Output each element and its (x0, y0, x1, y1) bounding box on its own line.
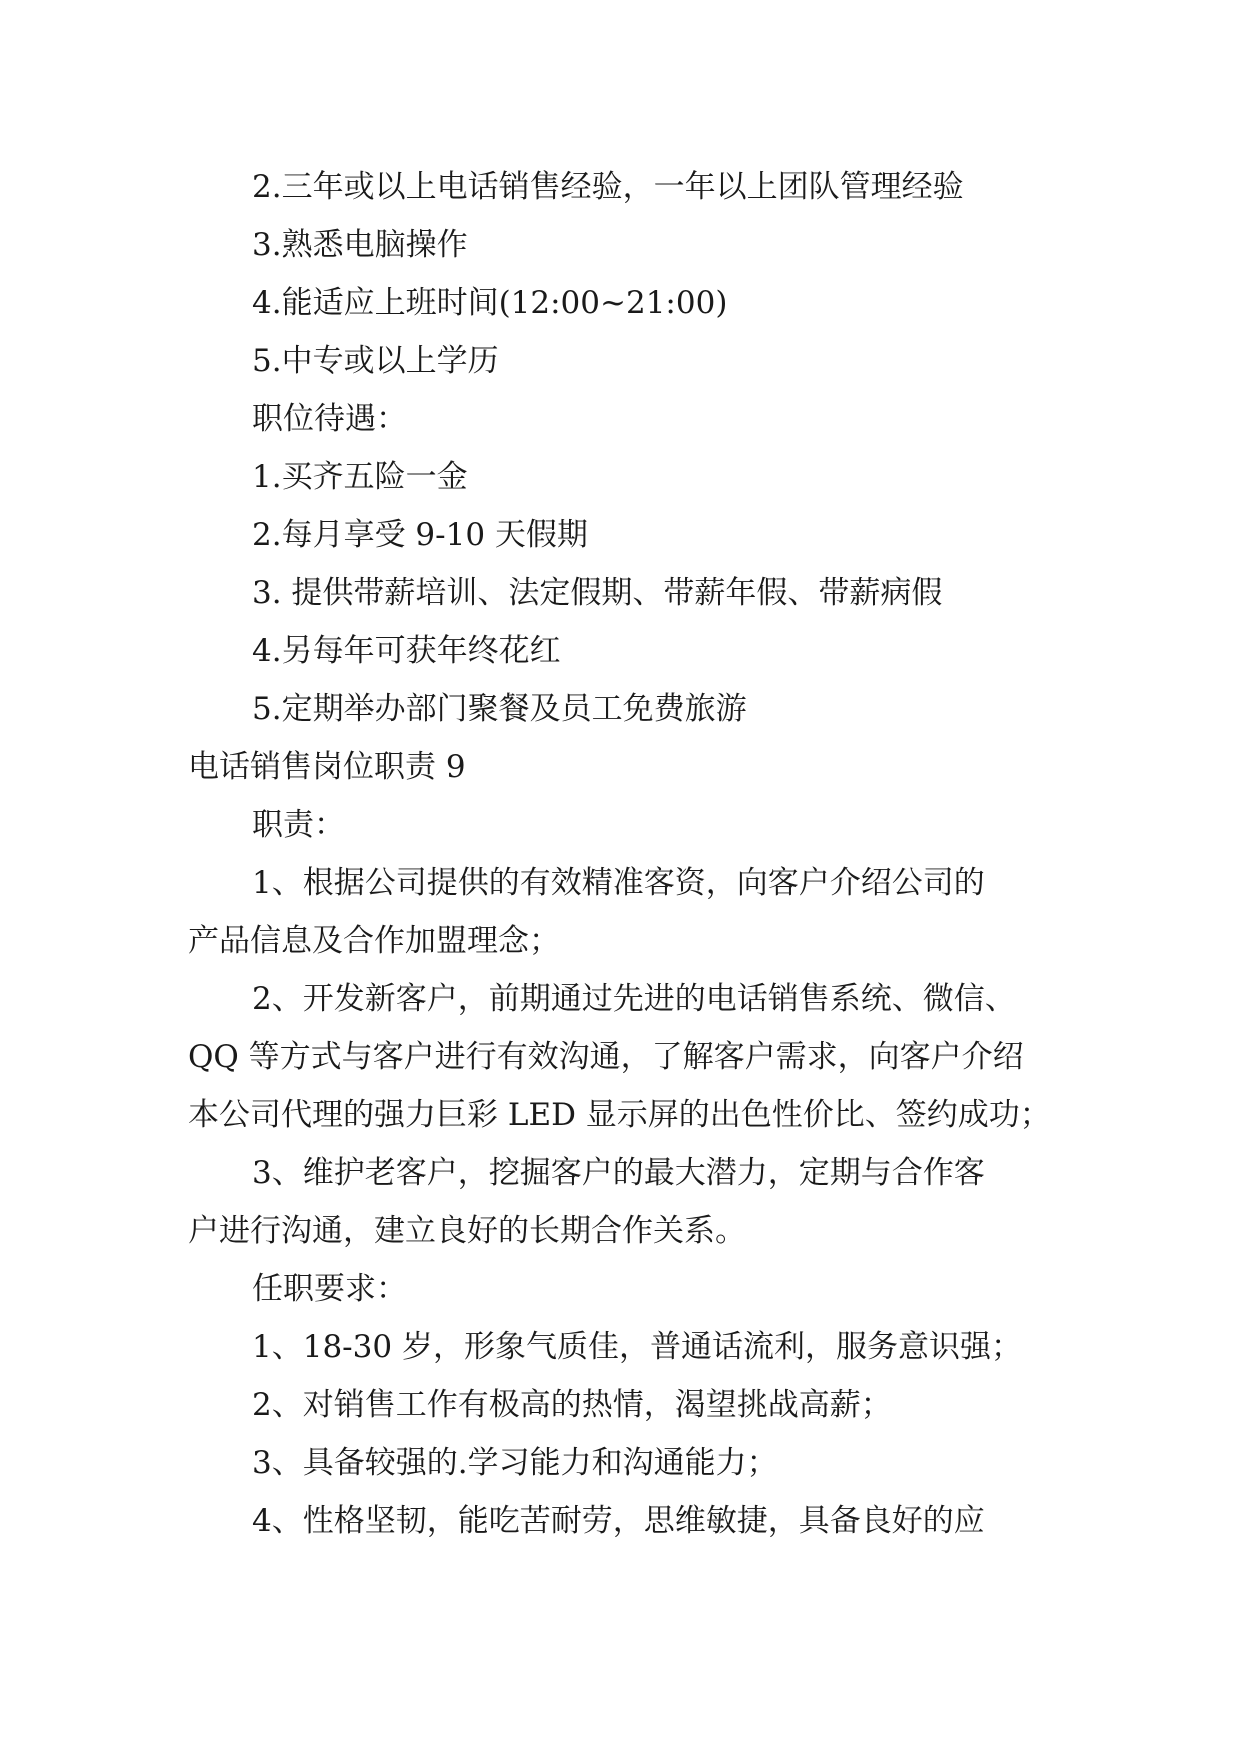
qualification-item-1: 1、18-30 岁，形象气质佳，普通话流利，服务意识强； (252, 1329, 1022, 1365)
requirement-item-4: 4.能适应上班时间(12:00~21:00) (252, 285, 728, 321)
benefit-item-3: 3. 提供带薪培训、法定假期、带薪年假、带薪病假 (252, 575, 943, 611)
requirement-item-3: 3.熟悉电脑操作 (252, 227, 468, 263)
requirement-item-5: 5.中专或以上学历 (252, 343, 499, 379)
duty-item-1-line-1: 1、根据公司提供的有效精准客资，向客户介绍公司的 (252, 865, 985, 901)
duty-item-3-line-1: 3、维护老客户，挖掘客户的最大潜力，定期与合作客 (252, 1155, 985, 1191)
benefits-heading: 职位待遇： (252, 401, 407, 437)
benefit-item-2: 2.每月享受 9-10 天假期 (252, 517, 588, 553)
document-body (188, 158, 1068, 1550)
duty-item-2-line-2: QQ 等方式与客户进行有效沟通，了解客户需求，向客户介绍 (188, 1039, 1024, 1075)
qualification-item-4: 4、性格坚韧，能吃苦耐劳，思维敏捷，具备良好的应 (252, 1503, 985, 1539)
requirement-item-2: 2.三年或以上电话销售经验，一年以上团队管理经验 (252, 169, 964, 205)
qualifications-heading: 任职要求： (252, 1271, 407, 1307)
qualification-item-3: 3、具备较强的.学习能力和沟通能力； (252, 1445, 778, 1481)
duty-item-3-line-2: 户进行沟通，建立良好的长期合作关系。 (188, 1213, 746, 1249)
qualification-item-2: 2、对销售工作有极高的热情，渴望挑战高薪； (252, 1387, 892, 1423)
duty-item-1-line-2: 产品信息及合作加盟理念； (188, 923, 560, 959)
duty-item-2-line-1: 2、开发新客户，前期通过先进的电话销售系统、微信、 (252, 981, 1016, 1017)
benefit-item-5: 5.定期举办部门聚餐及员工免费旅游 (252, 691, 747, 727)
duty-item-2-line-3: 本公司代理的强力巨彩 LED 显示屏的出色性价比、签约成功； (188, 1097, 1051, 1133)
benefit-item-4: 4.另每年可获年终花红 (252, 633, 561, 669)
benefit-item-1: 1.买齐五险一金 (252, 459, 468, 495)
section-title: 电话销售岗位职责 9 (188, 749, 466, 785)
duties-heading: 职责： (252, 807, 345, 843)
